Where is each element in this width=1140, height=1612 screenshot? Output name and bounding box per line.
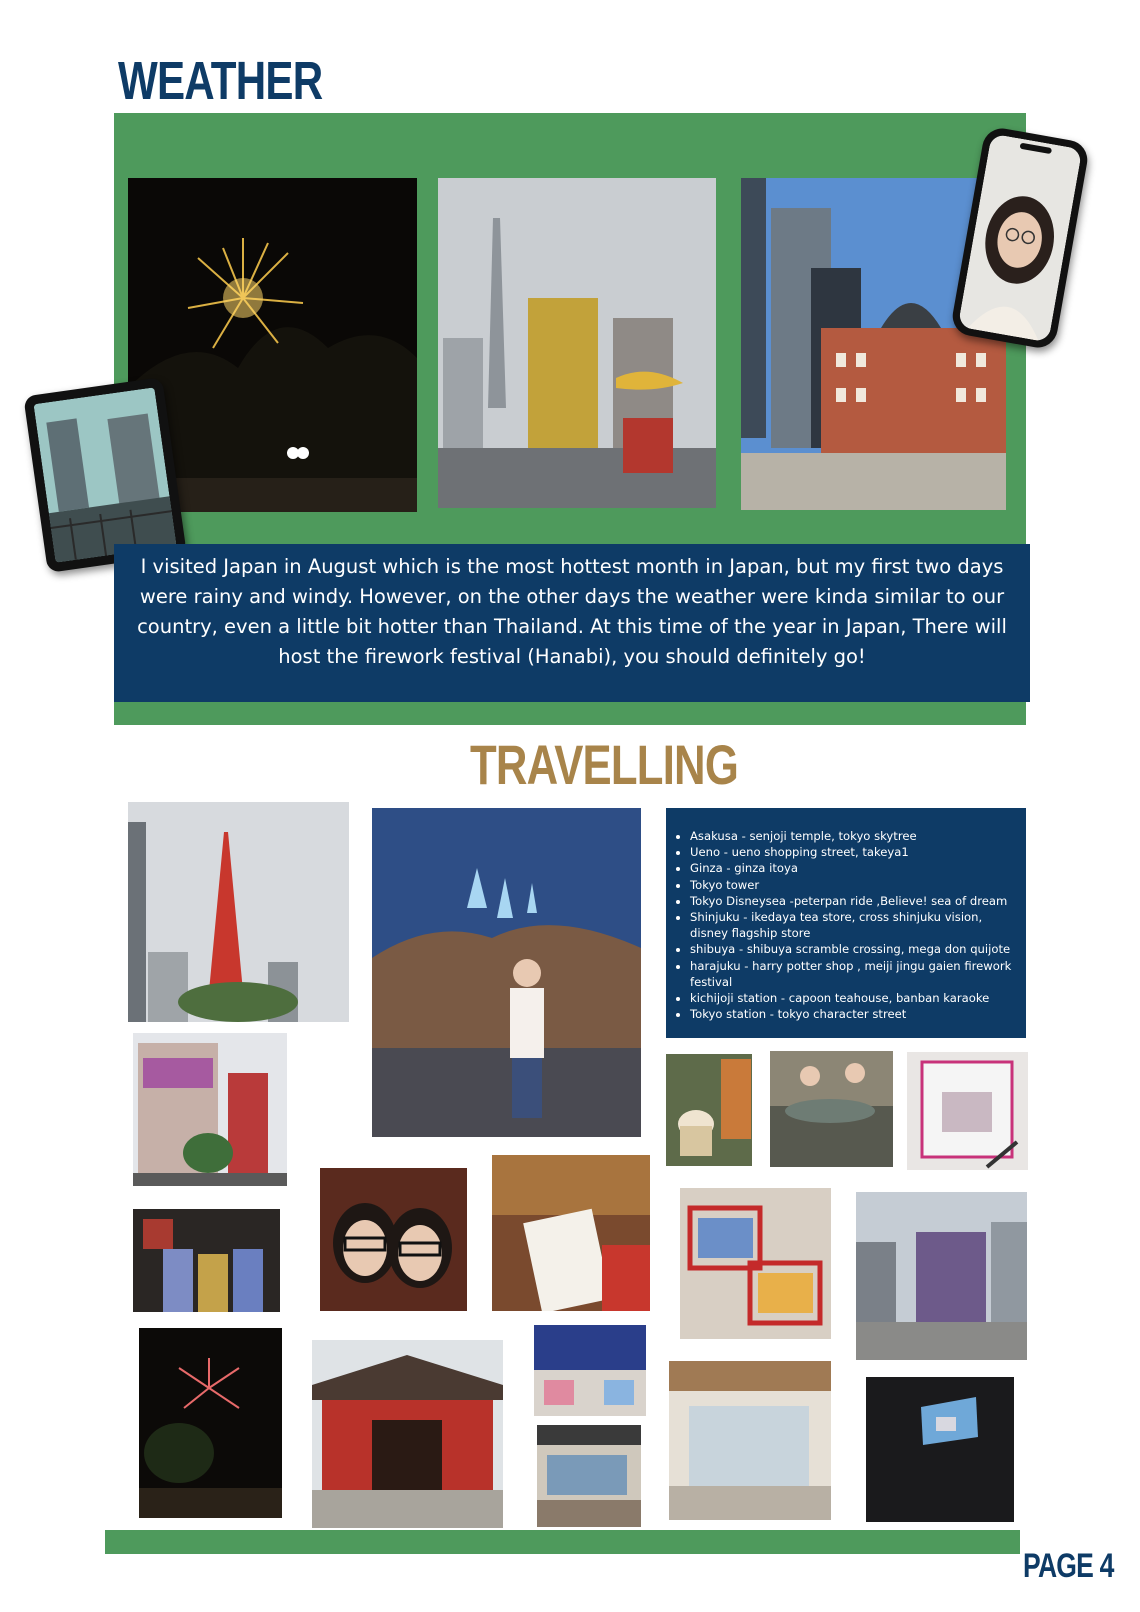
photo-disney-store [534,1325,646,1416]
list-item: • Tokyo tower [690,877,1016,893]
list-item: • kichijoji station - capoon teahouse, banban karaoke [690,990,1016,1006]
photo-disneysea-heart-pose [372,808,641,1137]
list-item: • Tokyo station - tokyo character street [690,1006,1016,1022]
photo-sensoji-temple [312,1340,503,1528]
places-list [666,808,1026,1022]
page-number: PAGE 4 [1023,1547,1114,1585]
photo-sticker-booth [907,1052,1028,1170]
photo-tokyo-tower [128,802,349,1022]
photo-character-street-shop [537,1425,641,1527]
list-item: • Shinjuku - ikedaya tea store, cross shinjuku vision, disney flagship store [690,909,1016,941]
photo-shinjuku-building [133,1033,287,1186]
weather-caption-box [114,544,1030,702]
list-item: • Ueno - ueno shopping street, takeya1 [690,844,1016,860]
list-item: • shibuya - shibuya scramble crossing, mega don quijote [690,941,1016,957]
footer-bar [105,1530,1020,1554]
list-item: • Ginza - ginza itoya [690,860,1016,876]
list-item: • Tokyo Disneysea -peterpan ride ,Believe! sea of dream [690,893,1016,909]
photo-projection-screen [866,1377,1014,1522]
photo-friends-selfie [320,1168,467,1311]
photo-gift-shop-entrance [669,1361,831,1520]
photo-yukata-festival [133,1209,280,1312]
travelling-heading: TRAVELLING [470,733,739,796]
photo-fireworks-festival [139,1328,282,1518]
weather-heading: WEATHER [118,51,323,111]
photo-shrine-water-basin [770,1051,893,1167]
photo-skytree-rainy [438,178,716,508]
places-list-box [666,808,1026,1038]
photo-omikuji-fortune [492,1155,650,1311]
photo-tokyo-station [741,178,1006,510]
photo-teahouse-ice-cream [666,1054,752,1166]
list-item: • Asakusa - senjoji temple, tokyo skytree [690,828,1016,844]
photo-don-quijote-basket [680,1188,831,1339]
photo-shibuya-crossing [856,1192,1027,1360]
tablet-screen-photo [33,387,176,562]
list-item: • harajuku - harry potter shop , meiji jingu gaien firework festival [690,958,1016,990]
weather-caption: I visited Japan in August which is the most hottest month in Japan, but my first two days were rainy and windy. However, on the other days the weather were kinda similar to our country, even a little bit hotter than Thailand. At this time of the year in Japan, There will host the firework festival (Hanabi), you should definitely go! [137,555,1007,668]
